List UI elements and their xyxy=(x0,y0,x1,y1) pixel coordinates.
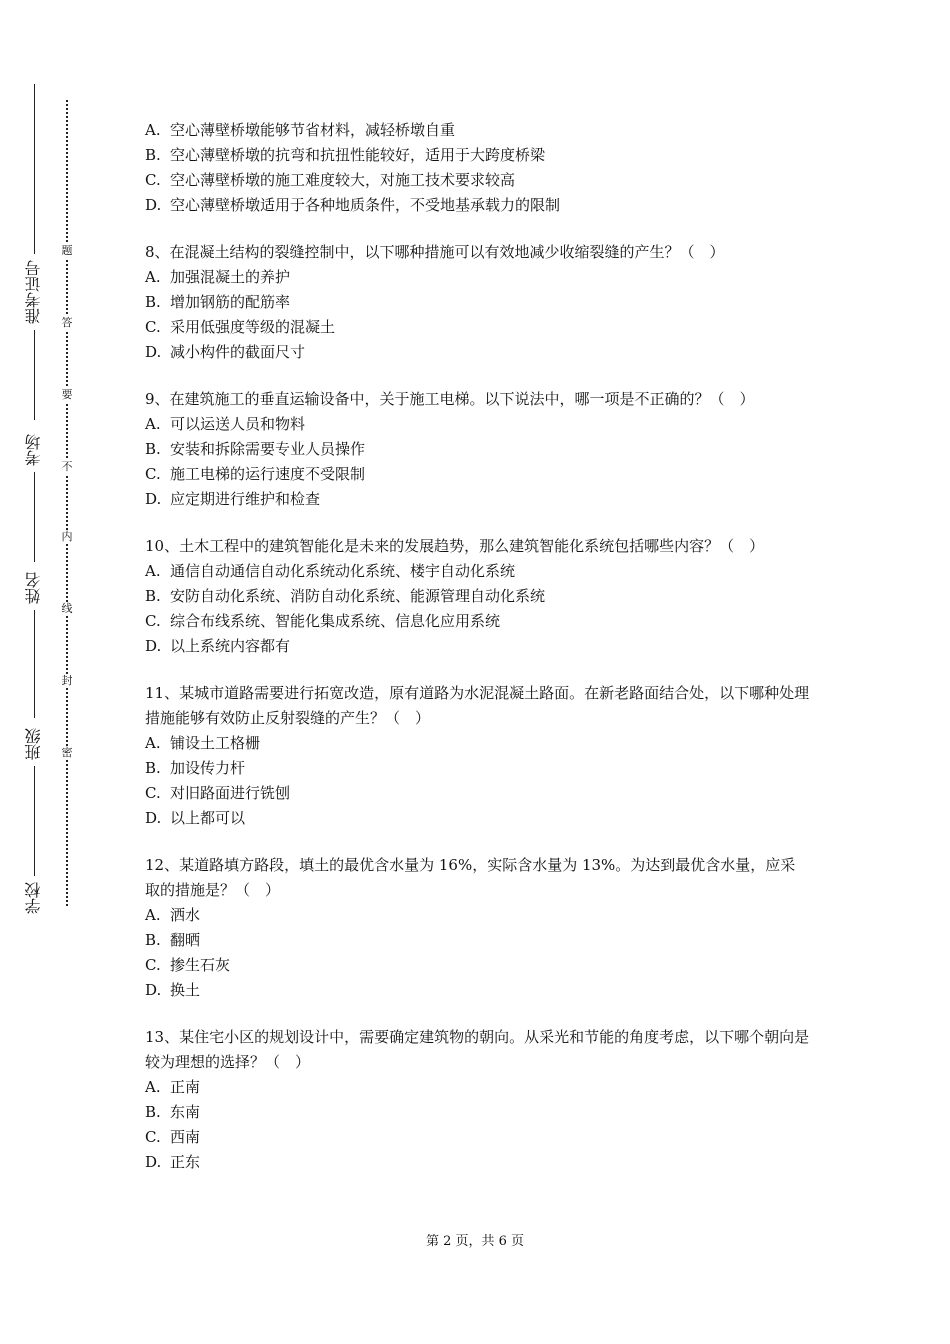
question-8 xyxy=(145,240,810,365)
question-11 xyxy=(145,681,810,831)
name-blank-line xyxy=(34,610,35,718)
seal-char: 答 xyxy=(59,316,75,330)
question-title: 10、土木工程中的建筑智能化是未来的发展趋势，那么建筑智能化系统包括哪些内容？（ ） xyxy=(145,537,765,555)
option-b: B. 安装和拆除需要专业人员操作 xyxy=(145,440,366,458)
name-field xyxy=(22,566,46,718)
option-b: B. 翻晒 xyxy=(145,931,201,949)
question-13 xyxy=(145,1025,810,1175)
question-title: 12、某道路填方路段，填土的最优含水量为 16%，实际含水量为 13%。为达到最优含水量，应采取的措施是？（ ） xyxy=(145,856,796,899)
question-10 xyxy=(145,534,810,659)
question-title: 9、在建筑施工的垂直运输设备中，关于施工电梯。以下说法中，哪一项是不正确的？（ ） xyxy=(145,390,755,408)
exam-room-field xyxy=(22,428,46,562)
option-a: A. 可以运送人员和物料 xyxy=(145,415,306,433)
class-blank-line xyxy=(34,766,35,876)
option-a: A. 空心薄壁桥墩能够节省材料，减轻桥墩自重 xyxy=(145,121,456,139)
exam-room-blank-line xyxy=(34,472,35,562)
option-d: D. 以上都可以 xyxy=(145,809,246,827)
question-title: 8、在混凝土结构的裂缝控制中，以下哪种措施可以有效地减少收缩裂缝的产生？（ ） xyxy=(145,243,725,261)
exam-room-label: 考场 xyxy=(24,434,43,466)
option-a: A. 正南 xyxy=(145,1078,201,1096)
option-d: D. 应定期进行维护和检查 xyxy=(145,490,321,508)
option-a: A. 洒水 xyxy=(145,906,201,924)
page-footer: 第 2 页，共 6 页 xyxy=(425,1234,525,1249)
question-7-continued xyxy=(145,118,810,218)
exam-number-label: 准考证号 xyxy=(24,260,43,324)
option-c: C. 西南 xyxy=(145,1128,201,1146)
option-a: A. 通信自动通信自动化系统动化系统、楼宇自动化系统 xyxy=(145,562,516,580)
option-b: B. 加设传力杆 xyxy=(145,759,246,777)
seal-char: 要 xyxy=(59,388,75,402)
seal-char: 内 xyxy=(59,530,75,544)
option-a: A. 加强混凝土的养护 xyxy=(145,268,291,286)
option-d: D. 以上系统内容都有 xyxy=(145,637,291,655)
binding-margin xyxy=(0,0,110,1344)
option-d: D. 减小构件的截面尺寸 xyxy=(145,343,306,361)
option-a: A. 铺设土工格栅 xyxy=(145,734,261,752)
option-d: D. 正东 xyxy=(145,1153,201,1171)
seal-char: 题 xyxy=(59,244,75,258)
option-c: C. 掺生石灰 xyxy=(145,956,231,974)
option-b: B. 安防自动化系统、消防自动化系统、能源管理自动化系统 xyxy=(145,587,546,605)
school-label: 学校 xyxy=(24,882,43,914)
seal-char: 封 xyxy=(59,674,75,688)
seal-dotted-line xyxy=(66,100,68,906)
question-title: 11、某城市道路需要进行拓宽改造，原有道路为水泥混凝土路面。在新老路面结合处，以下哪种处理措施能够有效防止反射裂缝的产生？（ ） xyxy=(145,684,810,727)
option-c: C. 施工电梯的运行速度不受限制 xyxy=(145,465,366,483)
option-d: D. 空心薄壁桥墩适用于各种地质条件，不受地基承载力的限制 xyxy=(145,196,561,214)
option-b: B. 东南 xyxy=(145,1103,201,1121)
option-b: B. 增加钢筋的配筋率 xyxy=(145,293,291,311)
option-b: B. 空心薄壁桥墩的抗弯和抗扭性能较好，适用于大跨度桥梁 xyxy=(145,146,546,164)
exam-number-blank-line xyxy=(34,84,35,254)
question-12 xyxy=(145,853,810,1003)
option-c: C. 采用低强度等级的混凝土 xyxy=(145,318,336,336)
question-9 xyxy=(145,387,810,512)
class-field xyxy=(22,722,46,876)
name-label: 姓名 xyxy=(24,572,43,604)
option-c: C. 空心薄壁桥墩的施工难度较大，对施工技术要求较高 xyxy=(145,171,516,189)
school-field xyxy=(22,876,46,920)
seal-char: 密 xyxy=(59,746,75,760)
option-c: C. 对旧路面进行铣刨 xyxy=(145,784,291,802)
exam-number-field xyxy=(22,84,46,420)
option-d: D. 换土 xyxy=(145,981,201,999)
question-list xyxy=(145,118,810,1197)
class-label: 班级 xyxy=(24,728,43,760)
seal-char: 线 xyxy=(59,602,75,616)
seal-char: 不 xyxy=(59,460,75,474)
question-title: 13、某住宅小区的规划设计中，需要确定建筑物的朝向。从采光和节能的角度考虑，以下哪个朝向是较为理想的选择？（ ） xyxy=(145,1028,810,1071)
option-c: C. 综合布线系统、智能化集成系统、信息化应用系统 xyxy=(145,612,501,630)
